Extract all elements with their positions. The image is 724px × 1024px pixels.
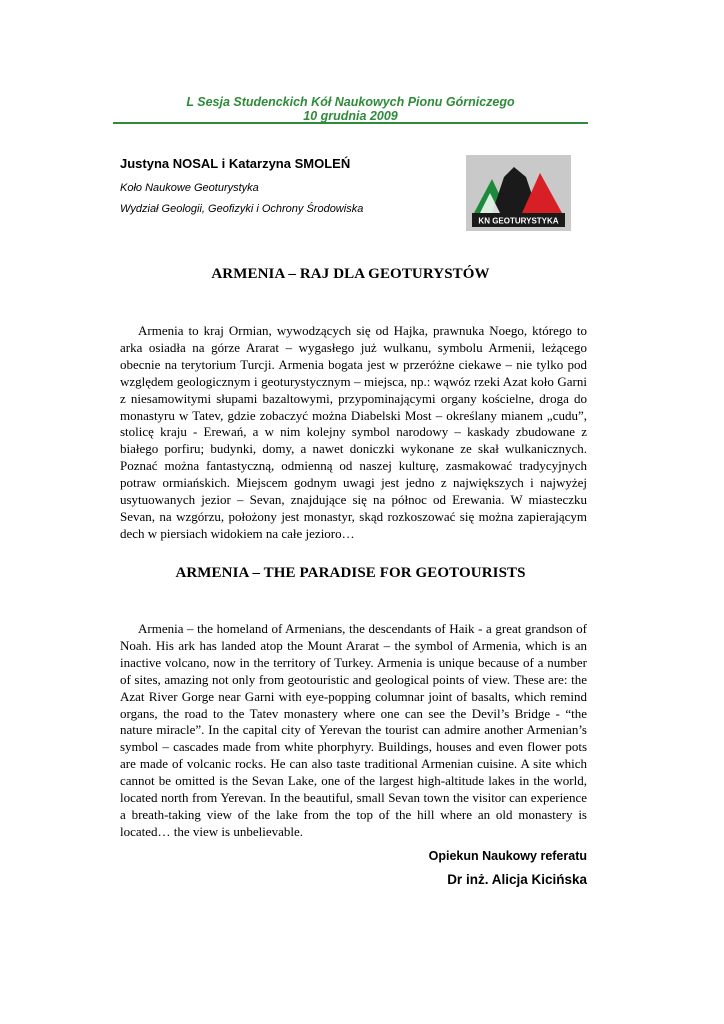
english-abstract: Armenia – the homeland of Armenians, the descendants of Haik - a great grandson of Noah. His ark has landed atop the Mount Ararat – the symbol of Armenia, which is an inactive volcano, now in the territory of Turkey. Armenia is unique because of a number of sites, amazing not only from geotouristic and geological points of view. These are: the Azat River Gorge near Garni with eye-popping columnar joint of basalts, which remind organs, the road to the Tatev monastery where one can see the Devil’s Bridge - “the nature miracle”. In the capital city of Yerevan the tourist can admire another Armenian’s symbol – cascades made from white phorphyry. Buildings, houses and even flower pots are made of volcanic rocks. He can also taste traditional Armenian cuisine. A site which cannot be omitted is the Sevan Lake, one of the largest high-altitude lakes in the world, located north from Yerevan. In the beautiful, small Sevan town the visitor can experience a breath-taking view of the lake from the top of the hill where an old monastery is located… the view is unbelievable.: [120, 621, 587, 839]
affiliation-faculty: Wydział Geologii, Geofizyki i Ochrony Środowiska: [120, 203, 364, 215]
supervisor-role: Opiekun Naukowy referatu: [428, 849, 587, 863]
affiliation-club: Koło Naukowe Geoturystyka: [120, 182, 259, 194]
logo-text: KN GEOTURYSTYKA: [478, 216, 559, 226]
authors: Justyna NOSAL i Katarzyna SMOLEŃ: [120, 156, 351, 171]
kn-geoturystyka-logo: [466, 155, 571, 231]
conference-date: 10 grudnia 2009: [303, 109, 398, 123]
english-title: ARMENIA – THE PARADISE FOR GEOTOURISTS: [175, 565, 526, 581]
header-divider: [113, 122, 588, 124]
conference-title: L Sesja Studenckich Kół Naukowych Pionu Górniczego: [186, 95, 515, 109]
polish-title: ARMENIA – RAJ DLA GEOTURYSTÓW: [211, 266, 490, 282]
supervisor-name: Dr inż. Alicja Kicińska: [447, 872, 587, 887]
polish-abstract: Armenia to kraj Ormian, wywodzących się od Hajka, prawnuka Noego, którego to arka osiadła na górze Ararat – wygasłego już wulkanu, symbolu Armenii, leżącego obecnie na terytorium Turcji. Armenia bogata jest w przeróżne ciekawe – nie tylko pod względem geologicznym i geoturystycznym – miejsca, np.: wąwóz rzeki Azat koło Garni z niesamowitymi słupami bazaltowymi, przypominającymi organy kościelne, droga do monastyru w Tatev, gdzie zobaczyć można Diabelski Most – określany mianem „cudu”, stolicę kraju - Erewań, a w nim kolejny symbol narodowy – kaskady zbudowane z białego porfiru; budynki, domy, a nawet doniczki wykonane ze skał wulkanicznych. Poznać można fantastyczną, odmienną od naszej kulturę, zasmakować tradycyjnych potraw ormiańskich. Miejscem godnym uwagi jest jedno z największych i najwyżej usytuowanych jezior – Sevan, znajdujące się na północ od Erewania. W miasteczku Sevan, na wzgórzu, położony jest monastyr, skąd rozkoszować się można zapierającym dech w piersiach widokiem na całe jezioro…: [120, 323, 587, 541]
